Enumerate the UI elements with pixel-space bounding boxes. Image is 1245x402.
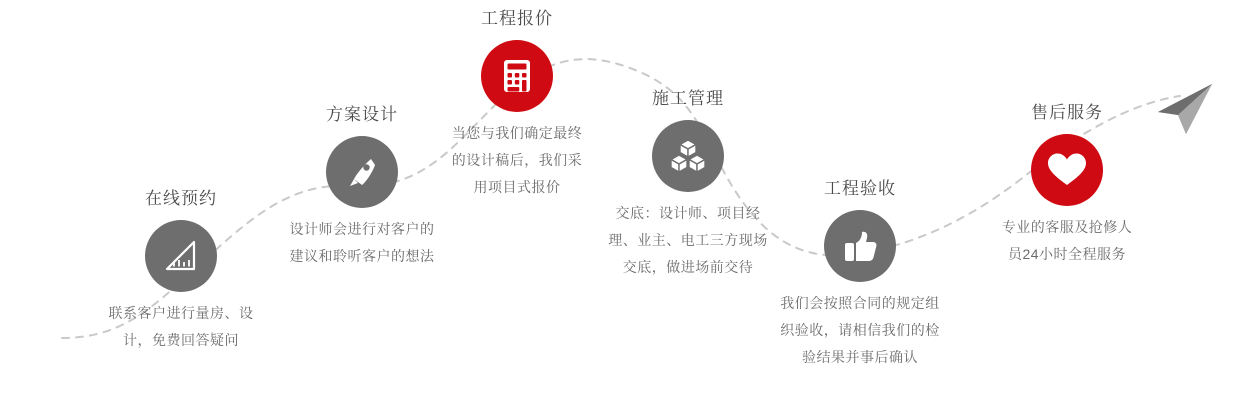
- step-description: 设计师会进行对客户的建议和聆听客户的想法: [289, 221, 435, 264]
- calculator-icon: [481, 40, 553, 112]
- step-title: 工程报价: [481, 9, 553, 28]
- step-description: 联系客户进行量房、设计，免费回答疑问: [108, 305, 254, 348]
- heart-icon: [1031, 134, 1103, 206]
- flow-step-quotation[interactable]: [432, 8, 602, 201]
- step-description: 专业的客服及抢修人员24小时全程服务: [1001, 219, 1133, 262]
- pen-nib-icon: [326, 136, 398, 208]
- step-title: 在线预约: [145, 189, 217, 208]
- flow-step-plan-design[interactable]: [277, 104, 447, 270]
- flow-step-construction-management[interactable]: [603, 88, 773, 281]
- flow-step-acceptance[interactable]: [775, 178, 945, 371]
- step-description: 当您与我们确定最终的设计稿后，我们采用项目式报价: [451, 125, 583, 195]
- step-title: 工程验收: [824, 179, 896, 198]
- flow-step-after-sales[interactable]: [982, 102, 1152, 268]
- thumbs-up-icon: [824, 210, 896, 282]
- paper-plane-icon: [1158, 84, 1212, 134]
- step-title: 施工管理: [652, 89, 724, 108]
- step-title: 方案设计: [326, 105, 398, 124]
- step-title: 售后服务: [1031, 103, 1103, 122]
- boxes-stack-icon: [652, 120, 724, 192]
- ruler-triangle-icon: [145, 220, 217, 292]
- step-description: 交底：设计师、项目经理、业主、电工三方现场交底，做进场前交待: [608, 205, 768, 275]
- step-description: 我们会按照合同的规定组织验收，请相信我们的检验结果并事后确认: [780, 295, 940, 365]
- flow-step-online-booking[interactable]: [96, 188, 266, 354]
